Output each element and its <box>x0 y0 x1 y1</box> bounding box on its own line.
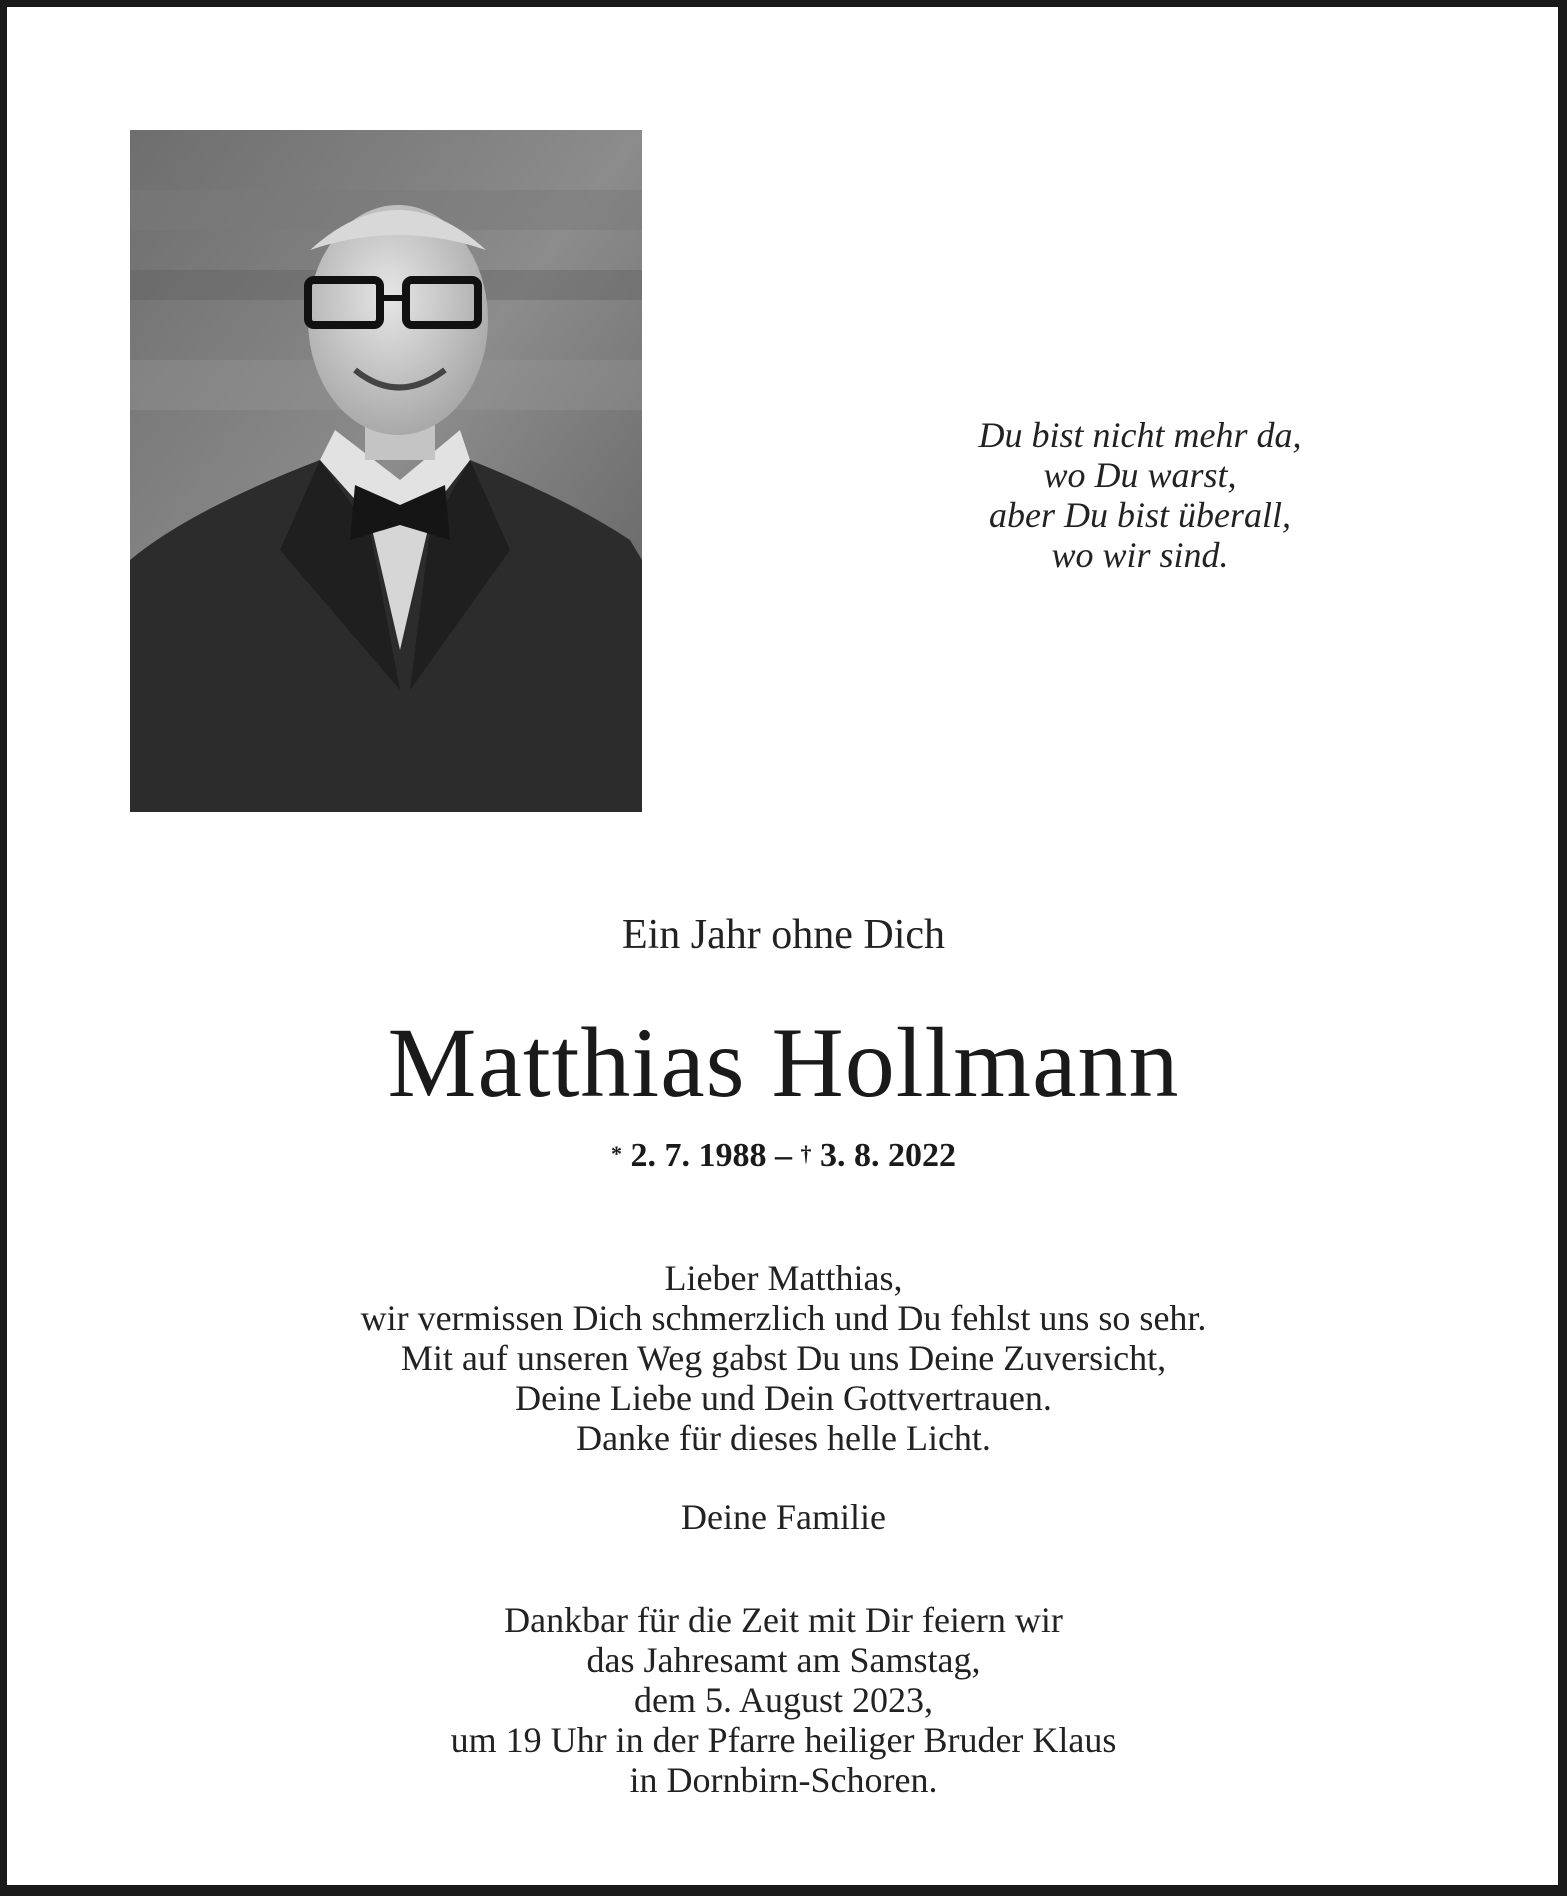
birth-symbol: * <box>611 1141 622 1166</box>
service-line: Dankbar für die Zeit mit Dir feiern wir <box>504 1600 1063 1640</box>
date-separator: – <box>766 1137 801 1174</box>
memorial-quote <box>860 415 1420 575</box>
memorial-service-info <box>0 1600 1567 1800</box>
message-line: Danke für dieses helle Licht. <box>576 1418 991 1458</box>
message-line: wir vermissen Dich schmerzlich und Du fehlst uns so sehr. <box>360 1298 1207 1338</box>
signature: Deine Familie <box>681 1497 886 1537</box>
service-line: dem 5. August 2023, <box>633 1680 933 1720</box>
death-symbol: † <box>800 1141 812 1166</box>
death-date: 3. 8. 2022 <box>820 1137 956 1174</box>
service-line: um 19 Uhr in der Pfarre heiliger Bruder Klaus <box>450 1720 1117 1760</box>
quote-line: wo wir sind. <box>1051 535 1229 575</box>
service-line: das Jahresamt am Samstag, <box>586 1640 981 1680</box>
portrait-photo <box>130 130 642 812</box>
portrait-illustration <box>130 130 642 812</box>
quote-line: aber Du bist überall, <box>989 495 1291 535</box>
service-line: in Dornbirn-Schoren. <box>629 1760 938 1800</box>
birth-date: 2. 7. 1988 <box>630 1137 767 1174</box>
quote-line: Du bist nicht mehr da, <box>978 415 1302 455</box>
subtitle: Ein Jahr ohne Dich <box>621 912 946 958</box>
family-message <box>0 1258 1567 1458</box>
message-line: Deine Liebe und Dein Gottvertrauen. <box>515 1378 1052 1418</box>
quote-line: wo Du warst, <box>1043 455 1237 495</box>
life-dates <box>0 1135 1567 1177</box>
deceased-name: Matthias Hollmann <box>387 1007 1180 1118</box>
message-line: Lieber Matthias, <box>664 1258 903 1298</box>
message-line: Mit auf unseren Weg gabst Du uns Deine Zuversicht, <box>400 1338 1167 1378</box>
